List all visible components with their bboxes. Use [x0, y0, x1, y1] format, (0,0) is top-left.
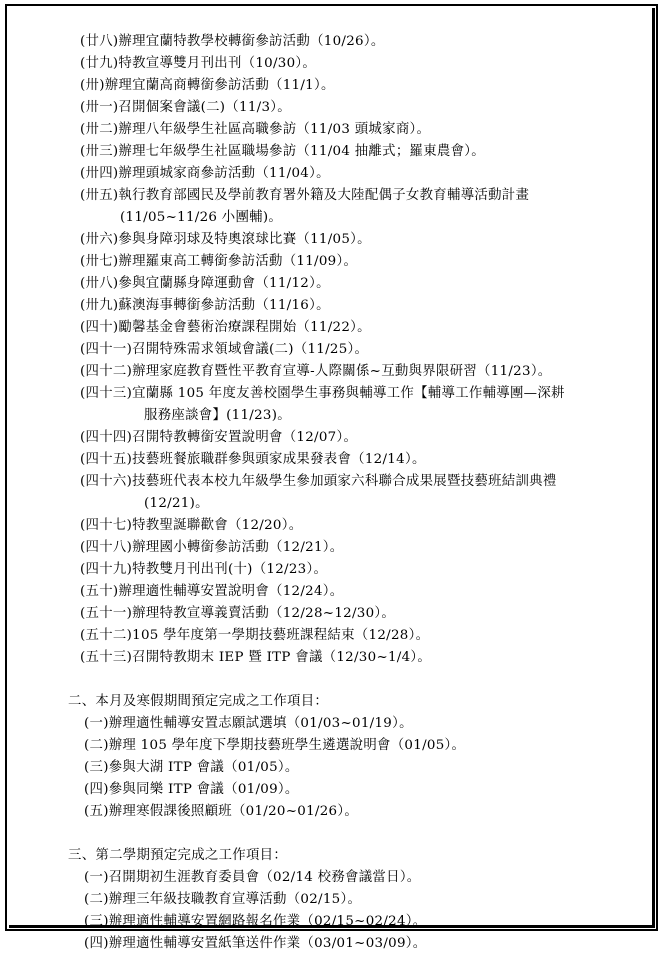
list-item: (四)參與同樂 ITP 會議（01/09）。	[84, 782, 299, 797]
list-item-continuation: (12/21)。	[144, 496, 209, 511]
list-item: (四)辦理適性輔導安置紙筆送件作業（03/01~03/09）。	[84, 936, 427, 951]
list-item: (卅三)辦理七年級學生社區職場參訪（11/04 抽離式；羅東農會）。	[80, 144, 485, 159]
list-item: (四十九)特教雙月刊出刊(十)（12/23）。	[80, 562, 328, 577]
section-heading: 二、本月及寒假期間預定完成之工作項目：	[68, 694, 329, 709]
list-item: (四十二)辦理家庭教育暨性平教育宣導-人際關係~互動與界限研習（11/23）。	[80, 364, 552, 379]
list-item: (二)辦理三年級技職教育宣導活動（02/15）。	[84, 892, 362, 907]
list-item: (四十三)宜蘭縣 105 年度友善校園學生事務與輔導工作【輔導工作輔導團—深耕	[80, 386, 565, 401]
list-item: (四十四)召開特教轉銜安置說明會（12/07）。	[80, 430, 358, 445]
list-item: (卅五)執行教育部國民及學前教育署外籍及大陸配偶子女教育輔導活動計畫	[80, 188, 530, 203]
list-item: (廿八)辦理宜蘭特教學校轉銜參訪活動（10/26）。	[80, 34, 385, 49]
section-heading: 三、第二學期預定完成之工作項目：	[68, 848, 288, 863]
list-item: (四十)勵馨基金會藝術治療課程開始（11/22）。	[80, 320, 371, 335]
list-item: (五)辦理寒假課後照顧班（01/20~01/26）。	[84, 804, 359, 819]
list-item: (一)辦理適性輔導安置志願試選填（01/03~01/19）。	[84, 716, 413, 731]
list-item: (卅四)辦理頭城家商參訪活動（11/04）。	[80, 166, 330, 181]
list-item: (四十五)技藝班餐旅職群參與頭家成果發表會（12/14）。	[80, 452, 426, 467]
list-item: (四十一)召開特殊需求領域會議(二)（11/25）。	[80, 342, 369, 357]
list-item: (五十三)召開特教期末 IEP 暨 ITP 會議（12/30~1/4）。	[80, 650, 432, 665]
list-item: (五十一)辦理特教宣導義賣活動（12/28~12/30）。	[80, 606, 396, 621]
list-item: (卅一)召開個案會議(二)（11/3）。	[80, 100, 291, 115]
list-item: (卅六)參與身障羽球及特奧滾球比賽（11/05）。	[80, 232, 371, 247]
list-item: (四十六)技藝班代表本校九年級學生參加頭家六科聯合成果展暨技藝班結訓典禮	[80, 474, 557, 489]
list-item: (二)辦理 105 學年度下學期技藝班學生遴選說明會（01/05）。	[84, 738, 466, 753]
list-item: (三)辦理適性輔導安置網路報名作業（02/15~02/24）。	[84, 914, 427, 929]
list-item: (四十七)特教聖誕聯歡會（12/20）。	[80, 518, 303, 533]
list-item: (五十)辦理適性輔導安置說明會（12/24）。	[80, 584, 344, 599]
list-item-continuation: (11/05~11/26 小團輔)。	[120, 210, 283, 225]
list-item: (四十八)辦理國小轉銜參訪活動（12/21）。	[80, 540, 344, 555]
list-item-continuation: 服務座談會】(11/23)。	[144, 408, 291, 423]
list-item: (三)參與大湖 ITP 會議（01/05）。	[84, 760, 299, 775]
list-item: (卅七)辦理羅東高工轉銜參訪活動（11/09）。	[80, 254, 358, 269]
list-item: (廿九)特教宣導雙月刊出刊（10/30）。	[80, 56, 317, 71]
list-item: (卅八)參與宜蘭縣身障運動會（11/12）。	[80, 276, 330, 291]
list-item: (卅九)蘇澳海事轉銜參訪活動（11/16）。	[80, 298, 330, 313]
list-item: (卅二)辦理八年級學生社區高職參訪（11/03 頭城家商）。	[80, 122, 431, 137]
list-item: (卅)辦理宜蘭高商轉銜參訪活動（11/1）。	[80, 78, 335, 93]
list-item: (五十二)105 學年度第一學期技藝班課程結束（12/28）。	[80, 628, 430, 643]
list-item: (一)召開期初生涯教育委員會（02/14 校務會議當日）。	[84, 870, 421, 885]
